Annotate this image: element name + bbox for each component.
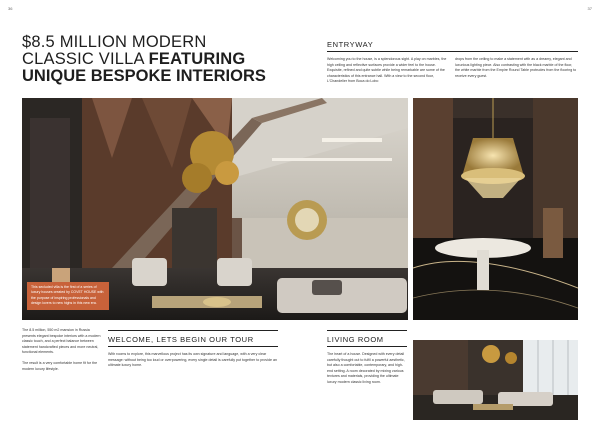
living-rule-top bbox=[327, 330, 407, 331]
page-number-left: 36 bbox=[8, 6, 13, 11]
title-line-2-bold: FEATURING bbox=[148, 50, 246, 68]
entryway-text-col1: Welcoming you to the house, is a splendorous sight. A play on marbles, the high ceiling and reflective surfaces provide a wider feel to the house. Exquisite, refined and quite subtle while being remarkable are some of the characteristics of this entrance hall. With a view to the second floor, L'Chandelier from Boca do Lobo bbox=[327, 57, 447, 84]
title-line-2 bbox=[22, 51, 312, 68]
welcome-text: With rooms to explore, this marvellous project has its own signature and language, with a very clear message: without being too loud or overpowering, every single detail is carefully put together to provide an ultimate luxury home. bbox=[108, 352, 278, 368]
title-line-3: UNIQUE BESPOKE INTERIORS bbox=[22, 67, 266, 85]
intro-paragraph-1: The 8.5 million, 550 m2 mansion in Russia presents elegant bespoke interiors with a modern classic touch, and a perfect balance between statement handcrafted pieces and more neutral, functional elements. bbox=[22, 328, 101, 355]
living-room-heading: LIVING ROOM bbox=[327, 335, 384, 344]
title-line-2-light: CLASSIC VILLA bbox=[22, 50, 149, 68]
photo-caption: This secluded villa is the first of a series of luxury houses created by COVET HOUSE with the purpose of inspiring professionals and design lovers to new highs in this new era. bbox=[27, 282, 109, 310]
living-room-text: The heart of a house. Designed with every detail carefully thought out to fulfil a powerful aesthetic, but also a comfortable, contemporary, and high-end setting. A room decorated by mixing various textures and materials, providing the ultimate luxury modern classic living room. bbox=[327, 352, 405, 384]
entryway-heading: ENTRYWAY bbox=[327, 40, 374, 49]
living-room-photo bbox=[413, 340, 578, 420]
intro-text bbox=[22, 328, 102, 377]
article-title bbox=[22, 34, 312, 85]
welcome-rule-top bbox=[108, 330, 278, 331]
welcome-heading: WELCOME, LETS BEGIN OUR TOUR bbox=[108, 335, 254, 344]
entryway-text-col2: drops from the ceiling to make a statement with as a dreamy, elegant and luxurious lighting piece. Also contrasting with the black marble of the floor, the white marble from the Empire Round Table protrudes from the flooring to receive every guest. bbox=[455, 57, 577, 78]
living-room-rule bbox=[327, 346, 407, 347]
page-number-right: 37 bbox=[587, 6, 592, 11]
welcome-rule bbox=[108, 346, 278, 347]
living-room-illustration bbox=[413, 340, 578, 420]
entryway-illustration bbox=[413, 98, 578, 320]
entryway-photo bbox=[413, 98, 578, 320]
title-line-1: $8.5 MILLION MODERN bbox=[22, 33, 207, 51]
entryway-rule bbox=[327, 51, 578, 52]
intro-paragraph-2: The result is a very comfortable home fit for the modern luxury lifestyle. bbox=[22, 360, 98, 371]
